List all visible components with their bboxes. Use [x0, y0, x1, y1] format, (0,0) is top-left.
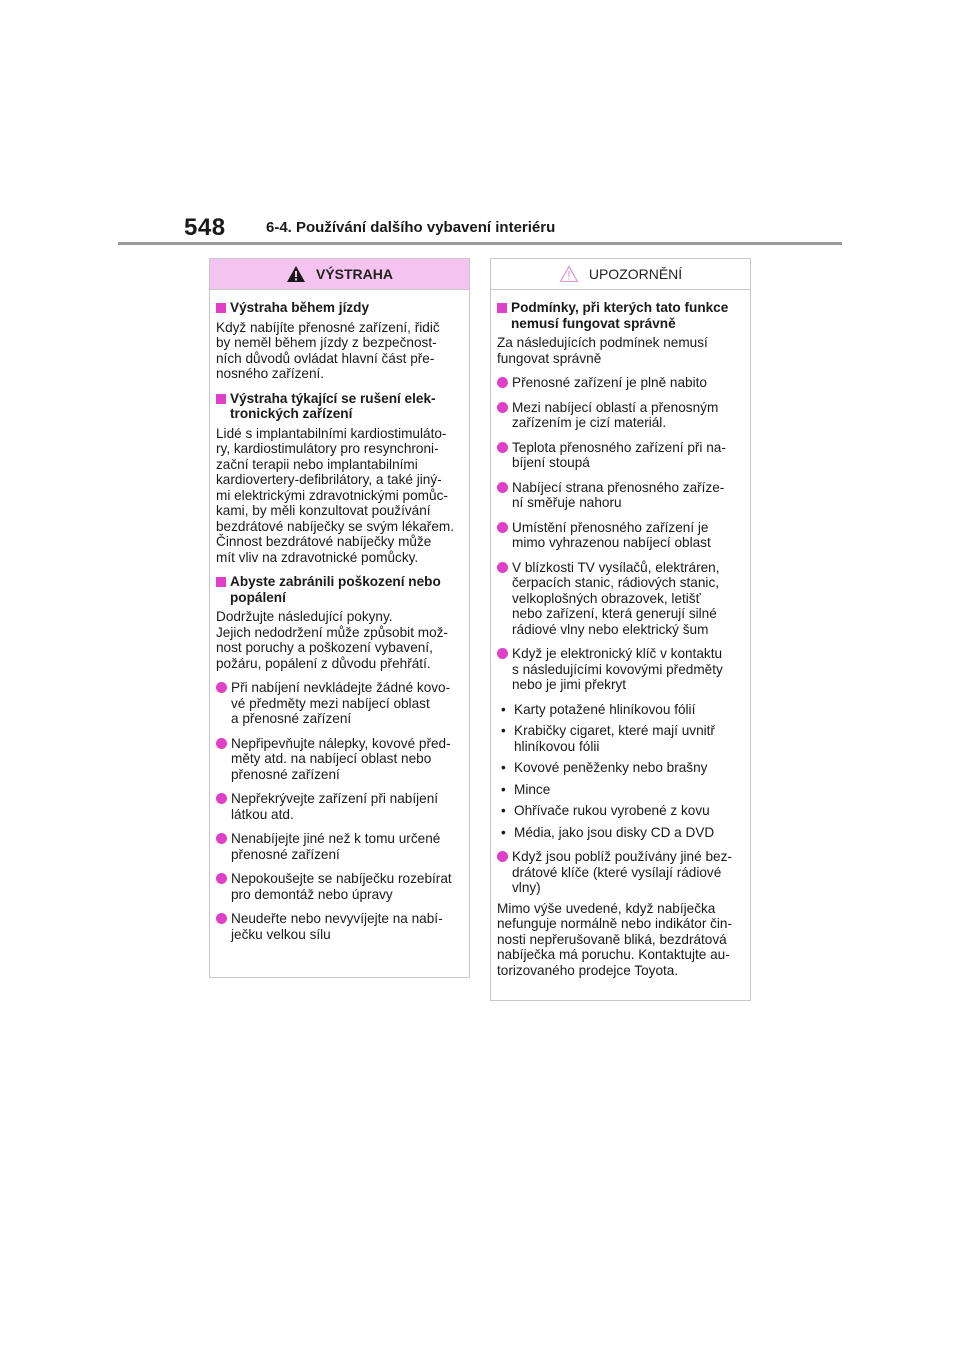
notice-box: [490, 258, 751, 1001]
outro-paragraph: Mimo výše uvedené, když nabíječka nefunguje normálně nebo indikátor čin- nosti nepřerušovaně bliká, bezdrátová nabíječka má poruchu. Kontaktujte au- torizovaného prodejce Toyota.: [497, 900, 733, 978]
warning-heading: VÝSTRAHA: [315, 266, 393, 282]
section-title: Výstraha týkající se rušení elek- tronických zařízení: [216, 391, 463, 422]
square-bullet-icon: [216, 394, 226, 404]
circle-bullet-icon: [216, 793, 227, 804]
circle-bullet-icon: [216, 682, 227, 693]
circle-bullet-icon: [497, 442, 508, 453]
sub-list-item: • Mince: [501, 781, 551, 797]
circle-bullet-icon: [216, 873, 227, 884]
sub-list-item: • Kovové peněženky nebo brašny: [501, 760, 708, 775]
list-item: Nabíjecí strana přenosného zaříze- ní směřuje nahoru: [497, 480, 744, 511]
dot-marker: •: [501, 824, 506, 840]
list-item: Když jsou poblíž používány jiné bez- drátové klíče (které vysílají rádiové vlny): [497, 849, 744, 896]
circle-bullet-icon: [497, 522, 508, 533]
list-item: Teplota přenosného zařízení při na- bíjení stoupá: [497, 440, 744, 471]
dot-marker: •: [501, 781, 506, 797]
sub-list-item: • Média, jako jsou disky CD a DVD: [501, 824, 715, 840]
dot-marker: •: [501, 723, 506, 738]
list-item: Neudeřte nebo nevyvíjejte na nabí- ječku velkou sílu: [216, 911, 463, 942]
circle-bullet-icon: [497, 377, 508, 388]
section-title: Výstraha během jízdy: [216, 300, 463, 316]
circle-bullet-icon: [497, 851, 508, 862]
chapter-title: 6-4. Používání dalšího vybavení interiéru: [266, 219, 556, 236]
notice-heading: UPOZORNĚNÍ: [588, 266, 683, 282]
list-item: Při nabíjení nevkládejte žádné kovo- vé předměty mezi nabíjecí oblast a přenosné zařízení: [216, 680, 463, 727]
square-bullet-icon: [497, 303, 507, 313]
list-item: Přenosné zařízení je plně nabito: [497, 375, 744, 391]
list-item: Když je elektronický klíč v kontaktu s následujícími kovovými předměty nebo je jimi překryt: [497, 646, 744, 693]
list-item: Mezi nabíjecí oblastí a přenosným zařízením je cizí materiál.: [497, 400, 744, 431]
circle-bullet-icon: [216, 738, 227, 749]
circle-bullet-icon: [497, 562, 508, 573]
circle-bullet-icon: [216, 833, 227, 844]
square-bullet-icon: [216, 577, 226, 587]
circle-bullet-icon: [497, 648, 508, 659]
warning-triangle-icon: [286, 265, 306, 283]
sub-list-item: • Ohřívače rukou vyrobené z kovu: [501, 803, 710, 818]
page-number: 548: [184, 214, 226, 241]
list-item: Nepřipevňujte nálepky, kovové před- měty atd. na nabíjecí oblast nebo přenosné zařízení: [216, 736, 463, 783]
circle-bullet-icon: [497, 402, 508, 413]
notice-header: [491, 259, 750, 290]
caution-triangle-icon: [559, 265, 579, 283]
section-title: Abyste zabránili poškození nebo popálení: [216, 574, 463, 605]
paragraph: Dodržujte následující pokyny. Jejich nedodržení může způsobit mož- nost poruchy a poškození vybavení, požáru, popálení z důvodu přehřátí.: [216, 609, 448, 671]
intro-paragraph: Za následujících podmínek nemusí fungovat správně: [497, 335, 708, 366]
paragraph: Když nabíjíte přenosné zařízení, řidič by neměl během jízdy z bezpečnost- ních důvodů ovládat hlavní část pře- nosného zařízení.: [216, 319, 440, 381]
header-divider: [118, 242, 842, 245]
section-title: Podmínky, při kterých tato funkce nemusí fungovat správně: [497, 300, 744, 331]
dot-marker: •: [501, 803, 506, 818]
list-item: V blízkosti TV vysílačů, elektráren, čerpacích stanic, rádiových stanic, velkoplošných obrazovek, letišť nebo zařízení, která generují silné rádiové vlny nebo elektrický šum: [497, 560, 744, 638]
paragraph: Lidé s implantabilními kardiostimuláto- ry, kardiostimulátory pro resynchroni- zační terapii nebo implantabilními kardiovertery-defibrilátory, a také jiný- mi elektrickými zdravotnickými pomůc- kami, by měli konzultovat používání bezdrátové nabíječky se svým lékařem. Činnost bezdrátové nabíječky může mít vliv na zdravotnické pomůcky.: [216, 425, 454, 565]
circle-bullet-icon: [497, 482, 508, 493]
list-item: Nepokoušejte se nabíječku rozebírat pro demontáž nebo úpravy: [216, 871, 463, 902]
circle-bullet-icon: [216, 913, 227, 924]
dot-marker: •: [501, 701, 506, 717]
sub-list-item: • Krabičky cigaret, které mají uvnitř hliníkovou fólii: [501, 723, 715, 754]
list-item: Nepřekrývejte zařízení při nabíjení látkou atd.: [216, 791, 463, 822]
sub-list-item: • Karty potažené hliníkovou fólií: [501, 701, 696, 717]
list-item: Nenabíjejte jiné než k tomu určené přenosné zařízení: [216, 831, 463, 862]
warning-header: [210, 259, 469, 290]
dot-marker: •: [501, 760, 506, 775]
square-bullet-icon: [216, 303, 226, 313]
warning-box: [209, 258, 470, 978]
list-item: Umístění přenosného zařízení je mimo vyhrazenou nabíjecí oblast: [497, 520, 744, 551]
